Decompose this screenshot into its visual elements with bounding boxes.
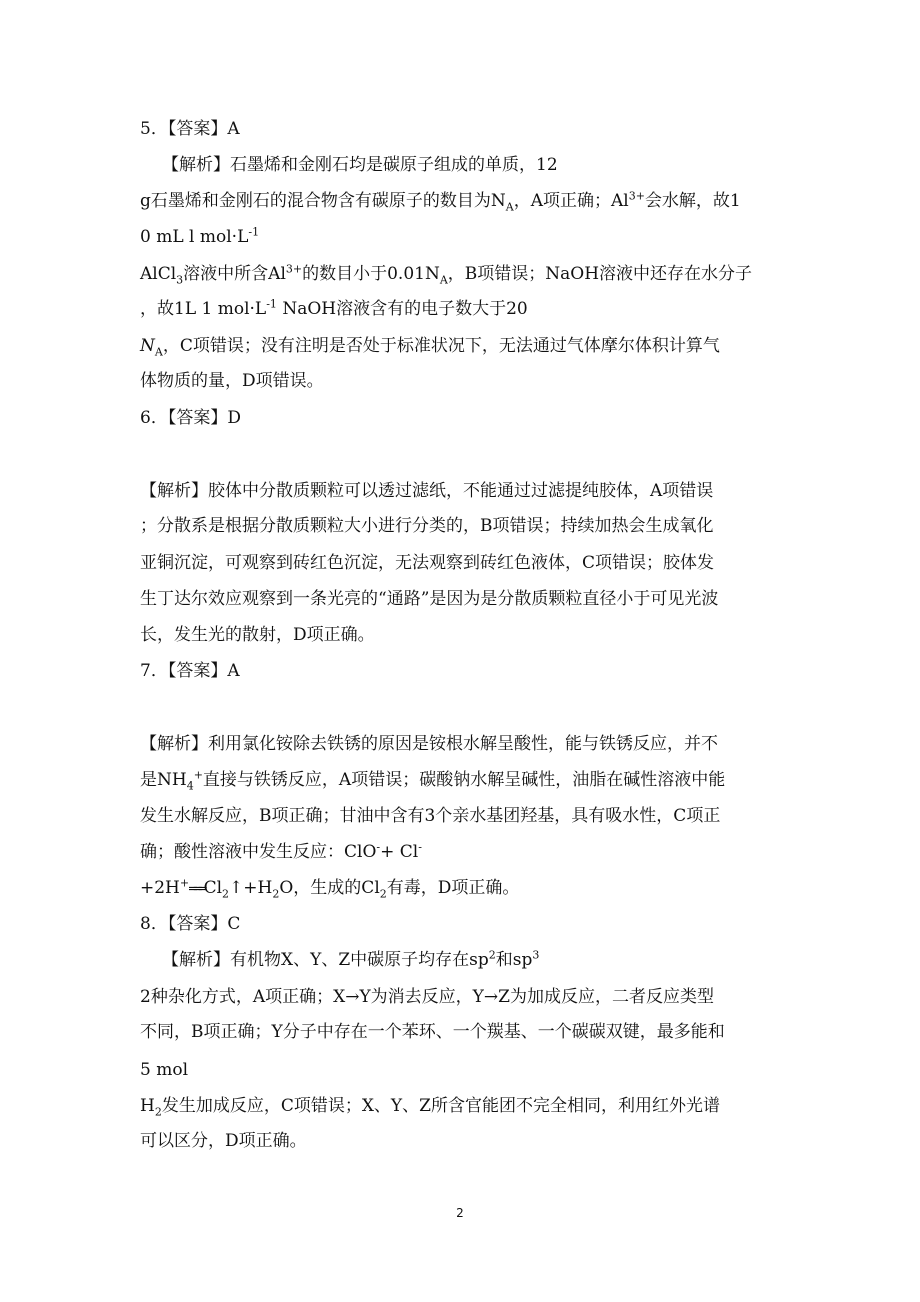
explanation-8-line-3: 不同，B项正确；Y分子中存在一个苯环、一个羰基、一个碳碳双键，最多能和 <box>140 1022 725 1042</box>
explanation-7-line-1: 【解析】利用氯化铵除去铁锈的原因是铵根水解呈酸性，能与铁锈反应，并不 <box>140 734 718 754</box>
explanation-8-line-2: 2种杂化方式，A项正确；X→Y为消去反应，Y→Z为加成反应，二者反应类型 <box>140 987 714 1007</box>
explanation-5-line-1: 【解析】石墨烯和金刚石均是碳原子组成的单质，12 <box>162 155 558 175</box>
explanation-8-line-1: 【解析】有机物X、Y、Z中碳原子均存在$sp^2$和$sp^3$ <box>162 948 540 970</box>
explanation-6-line-4: 生丁达尔效应观察到一条光亮的“通路”是因为是分散质颗粒直径小于可见光波 <box>140 589 719 609</box>
explanation-8-line-4: 5 mol <box>140 1060 189 1080</box>
page-number: 2 <box>456 1206 464 1220</box>
explanation-8-line-5: $H_2$发生加成反应，C项错误；X、Y、Z所含官能团不完全相同，利用红外光谱 <box>140 1096 720 1119</box>
answer-8-heading: 8．【答案】C <box>140 914 241 934</box>
equals-sign: ═══ <box>189 882 204 897</box>
explanation-5-line-4: AlCl$_3$溶液中所含$Al^{3+}$的数目小于$0.01N_A$，B项错误；NaOH溶液中还存在水分子 <box>140 262 753 287</box>
answer-5-heading: 5．【答案】A <box>140 119 240 139</box>
answer-6-heading: 6．【答案】D <box>140 408 241 428</box>
explanation-7-line-3: 发生水解反应，B项正确；甘油中含有3个亲水基团羟基，具有吸水性，C项正 <box>140 806 721 826</box>
explanation-6-line-3: 亚铜沉淀，可观察到砖红色沉淀，无法观察到砖红色液体，C项错误；胶体发 <box>140 553 715 573</box>
explanation-5-line-6: $N_A$，C项错误；没有注明是否处于标准状况下，无法通过气体摩尔体积计算气 <box>140 336 720 359</box>
explanation-7-line-2: 是$NH_4^+$直接与铁锈反应，A项错误；碳酸钠水解呈碱性，油脂在碱性溶液中能 <box>140 768 726 793</box>
explanation-7-line-4: 确；酸性溶液中发生反应：ClO-+ Cl- <box>140 840 422 862</box>
explanation-6-line-5: 长，发生光的散射，D项正确。 <box>140 625 375 645</box>
explanation-6-line-2: ；分散系是根据分散质颗粒大小进行分类的，B项错误；持续加热会生成氧化 <box>140 516 714 536</box>
answer-7-heading: 7．【答案】A <box>140 661 240 681</box>
explanation-5-line-2: g石墨烯和金刚石的混合物含有碳原子的数目为$N_A$，A项正确；$Al^{3+}$会水解，故1 <box>140 189 741 214</box>
explanation-5-line-3: 0 mL l $mol\cdot L^{-1}$ <box>140 225 260 247</box>
explanation-8-line-6: 可以区分，D项正确。 <box>140 1131 307 1151</box>
explanation-6-line-1: 【解析】胶体中分散质颗粒可以透过滤纸，不能通过过滤提纯胶体，A项错误 <box>140 481 714 501</box>
explanation-5-line-5: ，故1L 1 $mol\cdot L^{-1}$ NaOH溶液含有的电子数大于20 <box>140 297 528 319</box>
explanation-5-line-7: 体物质的量，D项错误。 <box>140 371 324 391</box>
explanation-7-line-5: $+2H^+═══Cl_2↑+H_2O$，生成的$Cl_2$有毒，D项正确。 <box>140 876 520 901</box>
